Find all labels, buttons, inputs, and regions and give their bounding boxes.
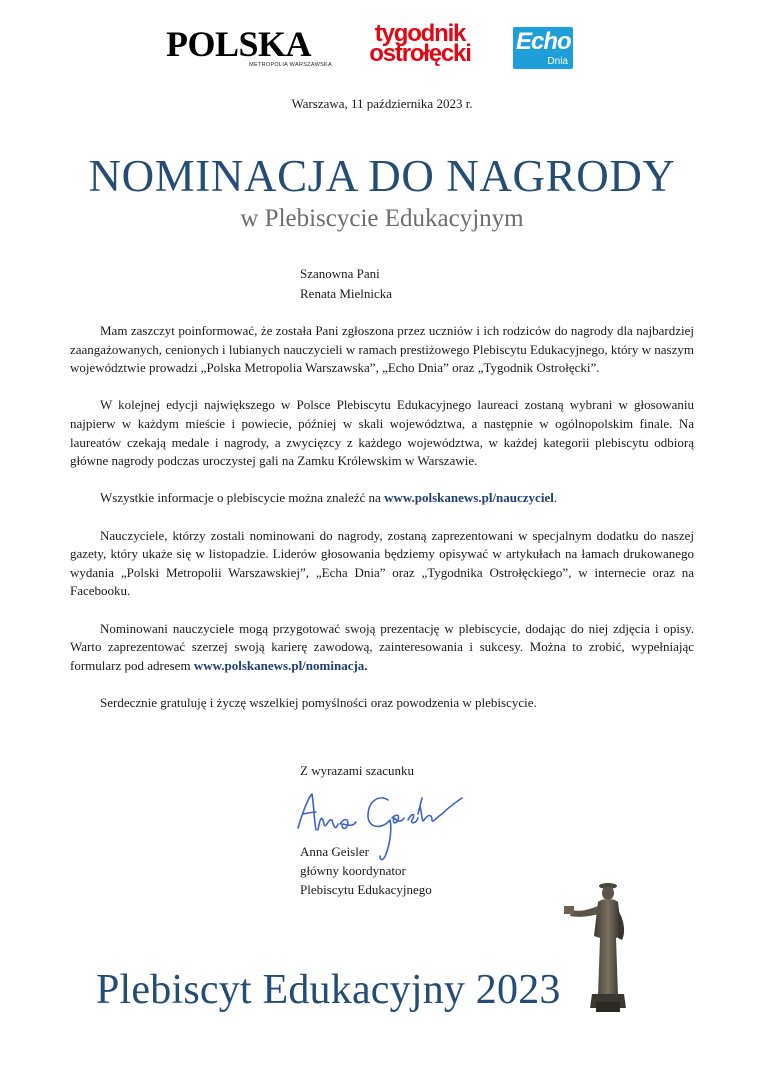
letter-date: Warszawa, 11 października 2023 r. (291, 96, 473, 111)
tygodnik-ostrolecki-logo: tygodnik ostrołęcki (369, 20, 471, 67)
page-subtitle: w Plebiscycie Edukacyjnym (240, 205, 524, 232)
nauczyciel-link[interactable]: www.polskanews.pl/nauczyciel (384, 490, 554, 506)
closing: Z wyrazami szacunku (300, 763, 415, 778)
signer-role: główny koordynator (300, 863, 406, 878)
signer-org: Plebiscytu Edukacyjnego (300, 882, 432, 897)
echo-dnia-logo: Echo Dnia (513, 27, 573, 69)
paragraph-3: Wszystkie informacje o plebiscycie można znaleźć na www.polskanews.pl/nauczyciel. (100, 490, 558, 506)
letter-body (70, 322, 694, 731)
footer-title: Plebiscyt Edukacyjny 2023 (96, 967, 561, 1013)
paragraph-1: Mam zaszczyt poinformować, że została Pani zgłoszona przez uczniów i ich rodziców do nagrody dla najbardziej zaangażowanych, cenionych i lubianych nauczycieli w ramach prestiżowego Plebiscytu Edukacyjnego, który w naszym województwie prowadzi „Polska Metropolia Warszawska”, „Echo Dnia” oraz „Tygodnik Ostrołęcki”. (70, 323, 694, 376)
paragraph-2: W kolejnej edycji największego w Polsce Plebiscytu Edukacyjnego laureaci zostaną wybrani w głosowaniu najpierw w każdym mieście i powiecie, później w skali województwa, a następnie w ogólnopolskim finale. Na laureatów czekają medale i nagrody, a zwycięzcy z każdego województwa, w każdej kategorii plebiscytu odbiorą główne nagrody podczas uroczystej gali na Zamku Królewskim w Warszawie. (70, 397, 694, 469)
page-title: NOMINACJA DO NAGRODY (88, 151, 676, 201)
signer-block (300, 842, 432, 899)
recipient-name: Renata Mielnicka (300, 286, 393, 301)
signer-name: Anna Geisler (300, 844, 369, 859)
statue-trophy-image (558, 876, 648, 1016)
paragraph-4: Nauczyciele, którzy zostali nominowani do nagrody, zostaną zaprezentowani w specjalnym dodatku do naszej gazety, który ukaże się w listopadzie. Liderów głosowania będziemy opisywać w artykułach na łamach drukowanego wydania „Polski Metropolii Warszawskiej”, „Echa Dnia” oraz „Tygodnika Ostrołęckiego”, w internecie oraz na Facebooku. (70, 527, 694, 599)
polska-logo: POLSKA METROPOLIA WARSZAWSKA (166, 24, 332, 68)
salutation-greeting: Szanowna Pani (300, 266, 380, 281)
paragraph-6: Serdecznie gratuluję i życzę wszelkiej pomyślności oraz powodzenia w plebiscycie. (100, 694, 537, 710)
nominacja-link[interactable]: www.polskanews.pl/nominacja. (193, 657, 368, 673)
paragraph-5: Nominowani nauczyciele mogą przygotować swoją prezentację w plebiscycie, dodając do niej zdjęcia i opisy. Warto zaprezentować szerzej swoją karierę zawodową, zainteresowania i sukcesy. Można to zrobić, wypełniając formularz pod adresem www.polskanews.pl/nominacja. (70, 620, 694, 673)
salutation (300, 264, 392, 304)
